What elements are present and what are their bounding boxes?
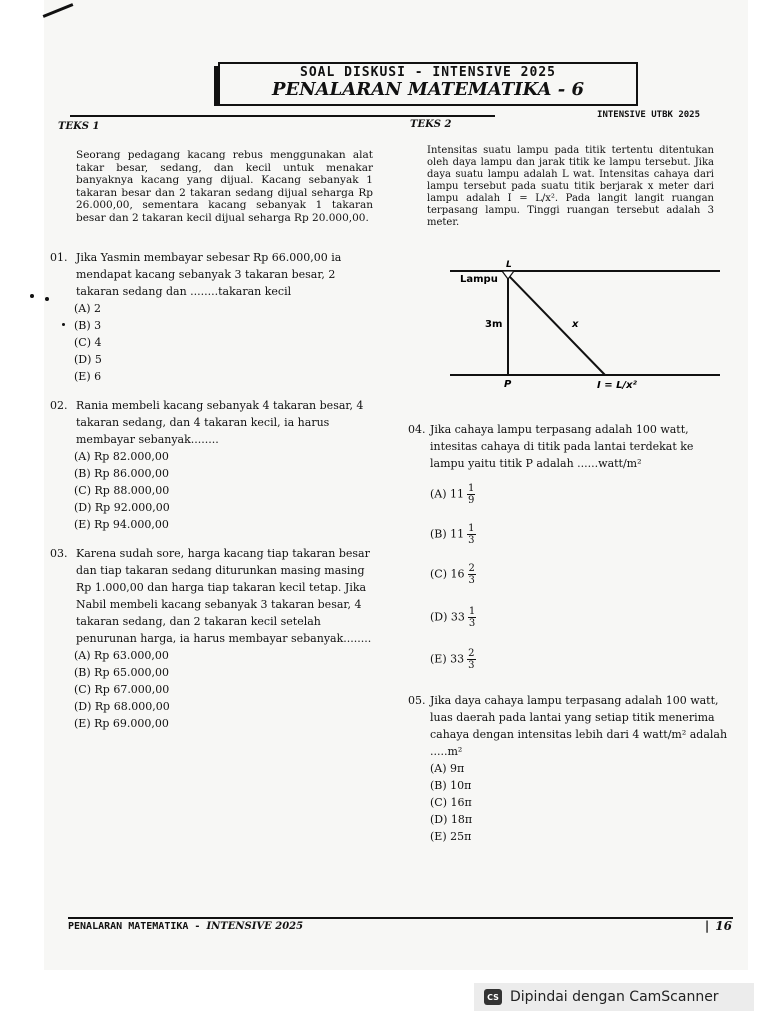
height-label: 3m xyxy=(485,319,503,330)
question-03 xyxy=(50,545,375,732)
denominator: 3 xyxy=(468,618,476,629)
option-d: (D) Rp 68.000,00 xyxy=(74,700,170,713)
option-a: (A) 9π xyxy=(430,762,465,775)
option-b: (B) 10π xyxy=(430,779,472,792)
header-rule xyxy=(70,115,495,117)
L-label: L xyxy=(506,260,512,270)
option-e: (E) Rp 69.000,00 xyxy=(74,717,169,730)
option-d: (D) Rp 92.000,00 xyxy=(74,501,170,514)
lamp-icon xyxy=(502,271,514,279)
distance-line xyxy=(508,275,605,375)
option-e xyxy=(430,648,476,671)
question-text: Rania membeli kacang sebanyak 4 takaran besar, 4 takaran sedang, dan 4 takaran kecil, ia harus membayar sebanyak........ xyxy=(76,399,364,446)
page-footer xyxy=(68,917,733,932)
numerator: 2 xyxy=(468,563,475,574)
option-label: (A) xyxy=(430,487,447,501)
teks2-label: TEKS 2 xyxy=(410,119,452,130)
question-text: Jika Yasmin membayar sebesar Rp 66.000,00 ia mendapat kacang sebanyak 3 takaran besar, 2 takaran sedang dan ........takaran kecil xyxy=(76,251,342,298)
numerator: 2 xyxy=(468,648,475,659)
title-line1: SOAL DISKUSI - INTENSIVE 2025 xyxy=(300,65,556,80)
footer-rule xyxy=(68,917,733,919)
question-02 xyxy=(50,397,375,533)
option-d: (D) 5 xyxy=(74,353,102,366)
page-number: | 16 xyxy=(704,919,732,933)
option-c: (C) Rp 67.000,00 xyxy=(74,683,170,696)
option-label: (C) xyxy=(430,567,447,581)
question-number: 01. xyxy=(50,251,68,264)
option-c xyxy=(430,563,476,586)
option-label: (E) xyxy=(430,652,447,666)
P-label: P xyxy=(504,379,512,390)
option-whole: 11 xyxy=(450,487,465,501)
footer-program: INTENSIVE 2025 xyxy=(206,921,304,932)
option-d: (D) 18π xyxy=(430,813,473,826)
option-e: (E) 25π xyxy=(430,830,472,843)
footer-subject: PENALARAN MATEMATIKA - xyxy=(68,921,207,932)
numerator: 1 xyxy=(468,523,475,534)
header-tag: INTENSIVE UTBK 2025 xyxy=(597,110,700,120)
option-c: (C) Rp 88.000,00 xyxy=(74,484,170,497)
option-b: (B) Rp 65.000,00 xyxy=(74,666,169,679)
footer-text xyxy=(68,921,733,932)
title-box xyxy=(218,62,638,106)
option-b: (B) Rp 86.000,00 xyxy=(74,467,169,480)
denominator: 3 xyxy=(468,575,475,586)
camscanner-logo-icon: CS xyxy=(484,989,502,1005)
option-whole: 33 xyxy=(450,610,465,624)
option-e: (E) 6 xyxy=(74,370,102,383)
ink-dot xyxy=(30,294,34,298)
teks1-paragraph: Seorang pedagang kacang rebus menggunakan alat takar besar, sedang, dan kecil untuk menakar banyaknya kacang yang dijual. Kacang sebanyak 1 takaran besar dan 2 takaran sedang dijual seharga Rp 26.000,00, sementara kacang sebanyak 1 takaran besar dan 2 takaran kecil dijual seharga Rp 20.000,00. xyxy=(76,149,373,224)
ink-dot xyxy=(45,297,49,301)
option-a: (A) Rp 63.000,00 xyxy=(74,649,169,662)
option-b: (B) 3 xyxy=(74,319,102,332)
denominator: 9 xyxy=(468,495,475,506)
numerator: 1 xyxy=(468,483,475,494)
option-c: (C) 4 xyxy=(74,336,102,349)
denominator: 3 xyxy=(468,535,475,546)
formula-label: I = L/x² xyxy=(597,380,637,391)
question-number: 05. xyxy=(408,694,426,707)
lampu-label: Lampu xyxy=(460,274,498,285)
question-number: 03. xyxy=(50,547,68,560)
page-title: PENALARAN MATEMATIKA - 6 xyxy=(271,79,585,100)
page-number-value: 16 xyxy=(715,919,732,933)
x-label: x xyxy=(572,319,579,330)
question-text: Karena sudah sore, harga kacang tiap takaran besar dan tiap takaran sedang diturunkan masing masing Rp 1.000,00 dan harga tiap takaran kecil tetap. Jika Nabil membeli kacang sebanyak 3 takaran besar, 4 takaran sedang, dan 2 takaran kecil setelah penurunan harga, ia harus membayar sebanyak........ xyxy=(76,547,372,645)
option-b xyxy=(430,523,476,546)
option-a xyxy=(430,483,475,506)
question-05 xyxy=(408,692,728,845)
denominator: 3 xyxy=(468,660,475,671)
question-number: 02. xyxy=(50,399,68,412)
option-d xyxy=(430,606,476,629)
option-label: (D) xyxy=(430,610,448,624)
option-e: (E) Rp 94.000,00 xyxy=(74,518,169,531)
teks1-label: TEKS 1 xyxy=(58,121,100,132)
question-number: 04. xyxy=(408,423,426,436)
option-label: (B) xyxy=(430,527,447,541)
option-c: (C) 16π xyxy=(430,796,472,809)
option-whole: 33 xyxy=(450,652,465,666)
camscanner-label: Dipindai dengan CamScanner xyxy=(510,989,719,1005)
question-04 xyxy=(408,421,728,472)
option-whole: 11 xyxy=(450,527,465,541)
camscanner-watermark xyxy=(474,983,754,1011)
option-a: (A) 2 xyxy=(74,302,102,315)
title-box-shadow xyxy=(214,66,218,106)
lamp-diagram xyxy=(445,255,725,395)
option-a: (A) Rp 82.000,00 xyxy=(74,450,169,463)
question-text: Jika daya cahaya lampu terpasang adalah 100 watt, luas daerah pada lantai yang setiap titik menerima cahaya dengan intensitas lebih dari 4 watt/m² adalah .....m² xyxy=(430,694,728,758)
question-01 xyxy=(50,249,375,385)
numerator: 1 xyxy=(468,606,476,617)
question-text: Jika cahaya lampu terpasang adalah 100 watt, intesitas cahaya di titik pada lantai terdekat ke lampu yaitu titik P adalah ......watt/m² xyxy=(430,423,694,470)
option-whole: 16 xyxy=(450,567,465,581)
teks2-paragraph: Intensitas suatu lampu pada titik tertentu ditentukan oleh daya lampu dan jarak titik ke lampu tersebut. Jika daya suatu lampu adalah L wat. Intensitas cahaya dari lampu tersebut pada suatu titik berjarak x meter dari lampu adalah I = L/x². Pada langit langit ruangan terpasang lampu. Tinggi ruangan tersebut adalah 3 meter. xyxy=(427,145,714,228)
